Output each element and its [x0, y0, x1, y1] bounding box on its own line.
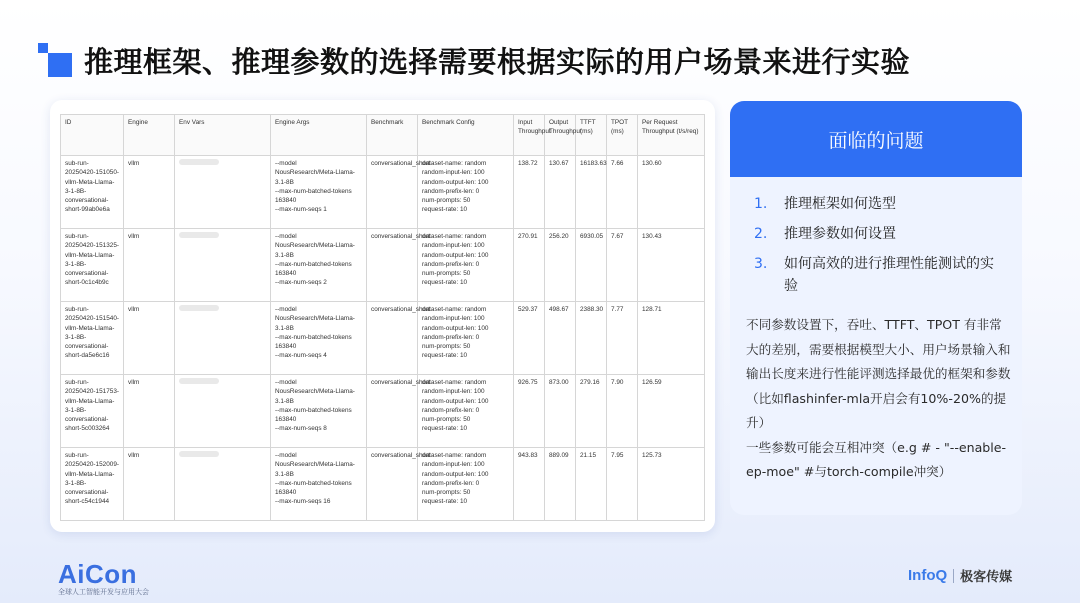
cell-tpot: 7.66: [607, 156, 638, 229]
list-text: 如何高效的进行推理性能测试的实验: [784, 256, 994, 294]
list-text: 推理参数如何设置: [784, 226, 896, 242]
cell-engine-args: --model NousResearch/Meta-Llama-3.1-8B --max-num-batched-tokens 163840 --max-num-seqs 1: [271, 156, 367, 229]
list-number: 1.: [754, 196, 768, 212]
infoq-chinese-name: 极客传媒: [960, 570, 1013, 585]
infoq-wordmark: InfoQ: [908, 567, 948, 584]
problems-panel: [730, 101, 1022, 515]
list-number: 3.: [754, 256, 768, 272]
cell-tpot: 7.67: [607, 229, 638, 302]
cell-tpot: 7.90: [607, 375, 638, 448]
header-env-vars: Env Vars: [175, 115, 271, 156]
cell-id: sub-run-20250420-152009-vllm-Meta-Llama-3-1-8B-conversational-short-c54c1944: [61, 448, 124, 521]
cell-id: sub-run-20250420-151540-vllm-Meta-Llama-3-1-8B-conversational-short-da5e6c16: [61, 302, 124, 375]
header-per-request-throughput: Per Request Throughput (t/s/req): [638, 115, 705, 156]
list-text: 推理框架如何选型: [784, 196, 896, 212]
cell-benchmark-config: dataset-name: random random-input-len: 100 random-output-len: 100 random-prefix-len: 0 num-prompts: 50 request-rate: 10: [418, 448, 514, 521]
cell-tpot: 7.77: [607, 302, 638, 375]
cell-env-vars: [175, 156, 271, 229]
panel-heading: 面临的问题: [828, 129, 924, 152]
cell-ttft: 16183.63: [576, 156, 607, 229]
cell-benchmark-config: dataset-name: random random-input-len: 100 random-output-len: 100 random-prefix-len: 0 num-prompts: 50 request-rate: 10: [418, 375, 514, 448]
cell-engine: vllm: [124, 229, 175, 302]
list-item: [754, 223, 1004, 245]
header-benchmark: Benchmark: [367, 115, 418, 156]
list-item: [754, 253, 1004, 297]
redacted-env: [179, 451, 219, 457]
cell-ttft: 2388.30: [576, 302, 607, 375]
benchmark-table: [60, 114, 705, 521]
table-row: [61, 229, 705, 302]
redacted-env: [179, 378, 219, 384]
cell-benchmark: conversational_short: [367, 375, 418, 448]
cell-benchmark: conversational_short: [367, 229, 418, 302]
infoq-logo: [908, 566, 1012, 585]
redacted-env: [179, 159, 219, 165]
cell-input-throughput: 270.91: [514, 229, 545, 302]
redacted-env: [179, 305, 219, 311]
cell-ttft: 21.15: [576, 448, 607, 521]
aicon-wordmark: AiCon: [58, 559, 138, 589]
table-row: [61, 448, 705, 521]
aicon-tagline: 全球人工智能开发与应用大会: [58, 588, 149, 596]
header-benchmark-config: Benchmark Config: [418, 115, 514, 156]
cell-benchmark: conversational_short: [367, 302, 418, 375]
cell-per-request-throughput: 130.43: [638, 229, 705, 302]
cell-input-throughput: 529.37: [514, 302, 545, 375]
benchmark-table-card: [50, 100, 715, 532]
panel-description: [746, 313, 1012, 485]
table-row: [61, 156, 705, 229]
cell-env-vars: [175, 375, 271, 448]
cell-engine-args: --model NousResearch/Meta-Llama-3.1-8B --max-num-batched-tokens 163840 --max-num-seqs 2: [271, 229, 367, 302]
cell-benchmark-config: dataset-name: random random-input-len: 100 random-output-len: 100 random-prefix-len: 0 num-prompts: 50 request-rate: 10: [418, 302, 514, 375]
cell-input-throughput: 926.75: [514, 375, 545, 448]
cell-benchmark: conversational_short: [367, 156, 418, 229]
header-engine: Engine: [124, 115, 175, 156]
title-bar: [38, 40, 910, 81]
title-square-icon: [38, 43, 74, 79]
logo-divider: [953, 569, 954, 583]
cell-engine: vllm: [124, 302, 175, 375]
description-paragraph: 不同参数设置下，吞吐、TTFT、TPOT 有非常大的差别，需要根据模型大小、用户场景输入和输出长度来进行性能评测选择最优的框架和参数（比如flashinfer-mla开启会有10%-20%的提升）: [746, 317, 1011, 430]
description-paragraph: 一些参数可能会互相冲突（e.g # - "--enable-ep-moe" #与torch-compile冲突）: [746, 439, 1007, 479]
cell-benchmark: conversational_short: [367, 448, 418, 521]
cell-benchmark-config: dataset-name: random random-input-len: 100 random-output-len: 100 random-prefix-len: 0 num-prompts: 50 request-rate: 10: [418, 229, 514, 302]
cell-input-throughput: 138.72: [514, 156, 545, 229]
redacted-env: [179, 232, 219, 238]
cell-output-throughput: 256.20: [545, 229, 576, 302]
slide-title: 推理框架、推理参数的选择需要根据实际的用户场景来进行实验: [84, 45, 911, 79]
cell-per-request-throughput: 125.73: [638, 448, 705, 521]
list-number: 2.: [754, 226, 768, 242]
cell-engine: vllm: [124, 448, 175, 521]
cell-engine-args: --model NousResearch/Meta-Llama-3.1-8B --max-num-batched-tokens 163840 --max-num-seqs 8: [271, 375, 367, 448]
cell-engine-args: --model NousResearch/Meta-Llama-3.1-8B --max-num-batched-tokens 163840 --max-num-seqs 16: [271, 448, 367, 521]
cell-per-request-throughput: 130.60: [638, 156, 705, 229]
cell-env-vars: [175, 448, 271, 521]
cell-engine: vllm: [124, 375, 175, 448]
header-tpot: TPOT (ms): [607, 115, 638, 156]
cell-input-throughput: 943.83: [514, 448, 545, 521]
table-row: [61, 302, 705, 375]
cell-benchmark-config: dataset-name: random random-input-len: 100 random-output-len: 100 random-prefix-len: 0 num-prompts: 50 request-rate: 10: [418, 156, 514, 229]
cell-per-request-throughput: 126.59: [638, 375, 705, 448]
list-item: [754, 193, 1004, 215]
cell-id: sub-run-20250420-151050-vllm-Meta-Llama-3-1-8B-conversational-short-99ab0e6a: [61, 156, 124, 229]
cell-id: sub-run-20250420-151753-vllm-Meta-Llama-3-1-8B-conversational-short-5c003264: [61, 375, 124, 448]
cell-id: sub-run-20250420-151325-vllm-Meta-Llama-3-1-8B-conversational-short-0c1c4b9c: [61, 229, 124, 302]
header-engine-args: Engine Args: [271, 115, 367, 156]
cell-per-request-throughput: 128.71: [638, 302, 705, 375]
problem-list: [754, 193, 1004, 305]
cell-output-throughput: 889.09: [545, 448, 576, 521]
cell-ttft: 6930.05: [576, 229, 607, 302]
cell-tpot: 7.95: [607, 448, 638, 521]
cell-engine: vllm: [124, 156, 175, 229]
cell-output-throughput: 130.67: [545, 156, 576, 229]
cell-env-vars: [175, 302, 271, 375]
cell-ttft: 279.16: [576, 375, 607, 448]
cell-output-throughput: 498.67: [545, 302, 576, 375]
aicon-logo: [58, 559, 149, 597]
panel-header: [730, 101, 1022, 177]
header-input-throughput: Input Throughput: [514, 115, 545, 156]
header-id: ID: [61, 115, 124, 156]
cell-engine-args: --model NousResearch/Meta-Llama-3.1-8B --max-num-batched-tokens 163840 --max-num-seqs 4: [271, 302, 367, 375]
header-output-throughput: Output Throughput: [545, 115, 576, 156]
header-ttft: TTFT (ms): [576, 115, 607, 156]
table-row: [61, 375, 705, 448]
table-header-row: [61, 115, 705, 156]
cell-env-vars: [175, 229, 271, 302]
cell-output-throughput: 873.00: [545, 375, 576, 448]
